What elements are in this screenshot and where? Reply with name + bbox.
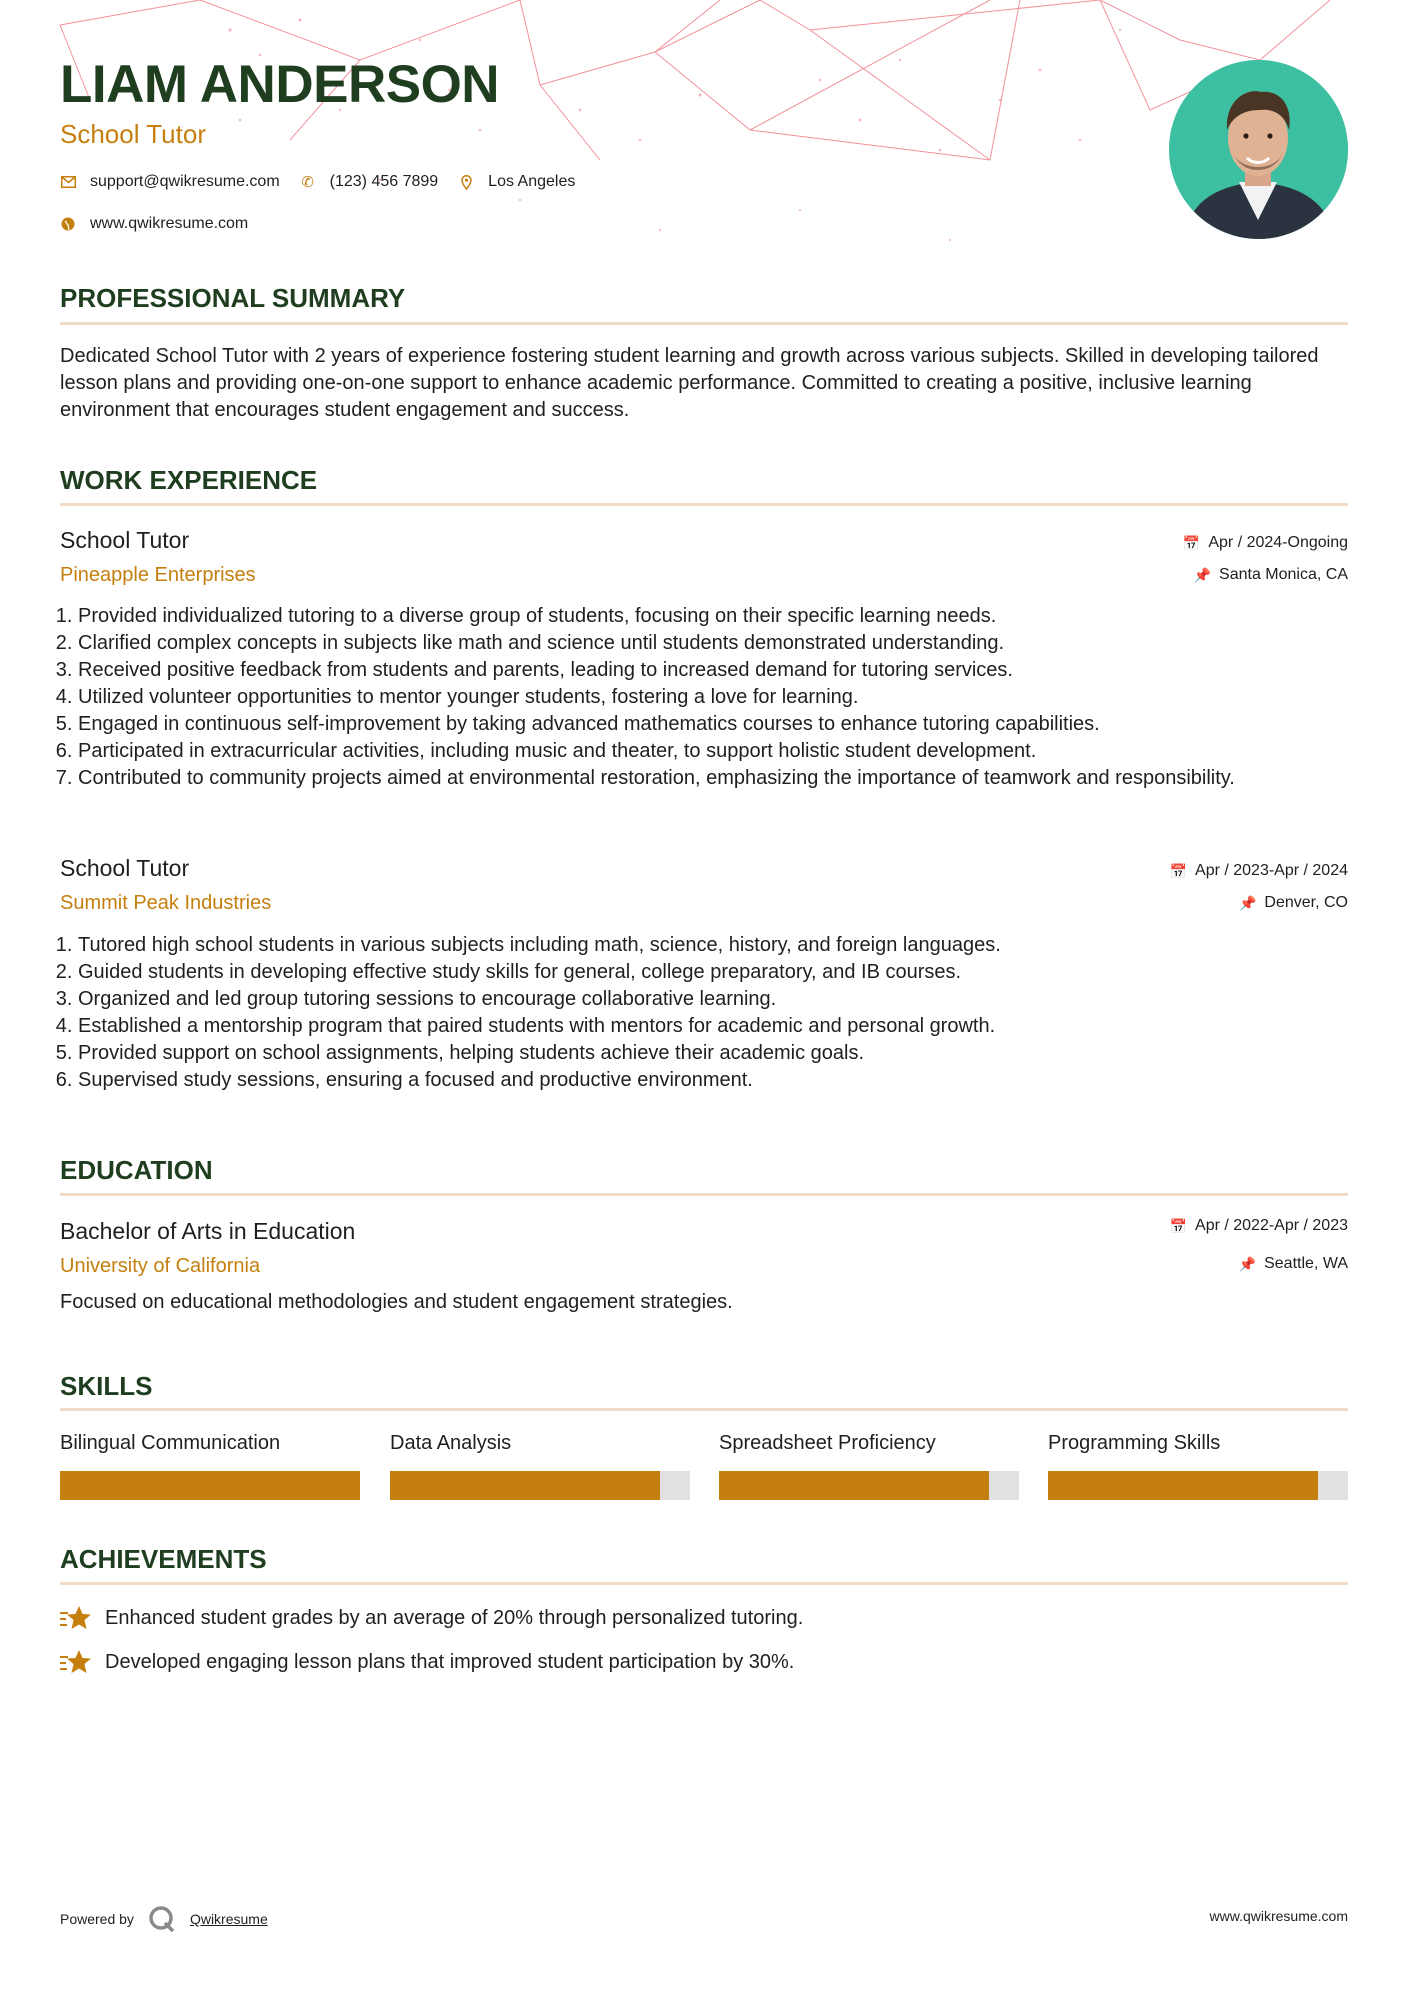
resume-page — [60, 0, 1348, 1990]
globe-icon — [60, 217, 76, 231]
skill-level-bar — [1048, 1471, 1348, 1500]
skill-label: Spreadsheet Proficiency — [719, 1432, 936, 1454]
envelope-icon — [60, 176, 76, 188]
experience-heading: WORK EXPERIENCE — [60, 465, 318, 495]
map-pin-icon — [458, 175, 474, 190]
achievement-text: Enhanced student grades by an average of 20% through personalized tutoring. — [105, 1606, 804, 1629]
summary-text: Dedicated School Tutor with 2 years of experience fostering student learning and growth across various subjects. Skilled in developing tailored lesson plans and providing one-on-one support to enhance academic performance. Committed to creating a positive, inclusive learning environment that encourages student engagement and success. — [60, 345, 1319, 421]
job-bullets — [60, 603, 1366, 792]
job-company: Pineapple Enterprises — [60, 564, 256, 586]
achievement-text: Developed engaging lesson plans that improved student participation by 30%. — [105, 1650, 795, 1673]
powered-by-label: Powered by — [60, 1911, 134, 1927]
email-text: support@qwikresume.com — [90, 173, 280, 190]
list-item: 1. Tutored high school students in various subjects including math, science, history, and foreign languages. — [78, 932, 1366, 959]
footer-powered-by — [60, 1905, 268, 1933]
job-dates — [1183, 535, 1348, 551]
location-text: Los Angeles — [488, 173, 576, 190]
list-item: 4. Established a mentorship program that paired students with mentors for academic and personal growth. — [78, 1013, 1366, 1040]
degree-title: Bachelor of Arts in Education — [60, 1218, 356, 1244]
job-location — [1239, 895, 1348, 911]
skill-level-bar — [60, 1471, 360, 1500]
candidate-title: School Tutor — [60, 119, 206, 149]
experience-divider — [60, 503, 1348, 506]
list-item: 7. Contributed to community projects aimed at environmental restoration, emphasizing the importance of teamwork and responsibility. — [78, 765, 1366, 792]
skill-level-fill — [390, 1471, 660, 1500]
job-dates — [1170, 863, 1348, 879]
list-item: 1. Provided individualized tutoring to a diverse group of students, focusing on their specific learning needs. — [78, 603, 1366, 630]
profile-photo — [1169, 60, 1348, 239]
phone-text: (123) 456 7899 — [329, 173, 439, 190]
list-item: 4. Utilized volunteer opportunities to mentor younger students, fostering a love for learning. — [78, 684, 1366, 711]
star-icon — [60, 1648, 92, 1676]
qwikresume-logo-icon — [148, 1905, 176, 1933]
contact-row-primary — [60, 173, 595, 191]
skill-level-fill — [719, 1471, 989, 1500]
achievement-item — [60, 1648, 794, 1676]
list-item: 5. Provided support on school assignments, helping students achieve their academic goals. — [78, 1040, 1366, 1067]
skill-level-bar — [390, 1471, 690, 1500]
contact-email[interactable] — [60, 173, 280, 191]
skill-label: Programming Skills — [1048, 1432, 1221, 1454]
candidate-name: LIAM ANDERSON — [60, 55, 500, 114]
skill-level-bar — [719, 1471, 1019, 1500]
education-dates — [1170, 1218, 1348, 1234]
skill-level-fill — [60, 1471, 360, 1500]
contact-phone[interactable] — [300, 173, 439, 191]
list-item: 6. Supervised study sessions, ensuring a focused and productive environment. — [78, 1067, 1366, 1094]
skill-item — [390, 1433, 690, 1453]
pushpin-icon: 📌 — [1238, 1256, 1257, 1272]
skill-label: Bilingual Communication — [60, 1432, 281, 1454]
school-name: University of California — [60, 1255, 261, 1277]
education-location-text: Seattle, WA — [1264, 1255, 1348, 1272]
contact-location — [458, 173, 575, 191]
summary-heading: PROFESSIONAL SUMMARY — [60, 283, 406, 313]
list-item: 5. Engaged in continuous self-improvement by taking advanced mathematics courses to enhance tutoring capabilities. — [78, 711, 1366, 738]
contact-row-secondary — [60, 215, 268, 233]
job-dates-text: Apr / 2023-Apr / 2024 — [1195, 862, 1348, 879]
achievements-divider — [60, 1582, 1348, 1585]
qwikresume-link[interactable]: Qwikresume — [189, 1911, 268, 1927]
job-location-text: Denver, CO — [1264, 894, 1348, 911]
list-item: 6. Participated in extracurricular activities, including music and theater, to support holistic student development. — [78, 738, 1366, 765]
calendar-icon: 📅 — [1182, 535, 1201, 551]
list-item: 3. Received positive feedback from students and parents, leading to increased demand for tutoring services. — [78, 657, 1366, 684]
list-item: 2. Clarified complex concepts in subjects like math and science until students demonstrated understanding. — [78, 630, 1366, 657]
skills-divider — [60, 1408, 1348, 1411]
achievement-item — [60, 1604, 803, 1632]
job-dates-text: Apr / 2024-Ongoing — [1208, 534, 1348, 551]
calendar-icon: 📅 — [1169, 863, 1188, 879]
summary-divider — [60, 322, 1348, 325]
calendar-icon: 📅 — [1169, 1218, 1188, 1234]
skill-item — [60, 1433, 360, 1453]
job-location — [1194, 567, 1348, 583]
education-divider — [60, 1193, 1348, 1196]
list-item: 3. Organized and led group tutoring sessions to encourage collaborative learning. — [78, 986, 1366, 1013]
footer-website[interactable]: www.qwikresume.com — [1209, 1908, 1348, 1924]
website-text: www.qwikresume.com — [90, 215, 249, 232]
achievements-heading: ACHIEVEMENTS — [60, 1544, 267, 1574]
skill-level-fill — [1048, 1471, 1318, 1500]
pushpin-icon: 📌 — [1238, 895, 1257, 911]
job-title: School Tutor — [60, 527, 190, 553]
skill-label: Data Analysis — [390, 1432, 512, 1454]
education-location — [1239, 1256, 1348, 1272]
education-description: Focused on educational methodologies and student engagement strategies. — [60, 1291, 733, 1313]
star-icon — [60, 1604, 92, 1632]
list-item: 2. Guided students in developing effective study skills for general, college preparatory, and IB courses. — [78, 959, 1366, 986]
education-heading: EDUCATION — [60, 1155, 213, 1185]
job-location-text: Santa Monica, CA — [1219, 566, 1348, 583]
skill-item — [719, 1433, 1019, 1453]
pushpin-icon: 📌 — [1193, 567, 1212, 583]
job-company: Summit Peak Industries — [60, 892, 272, 914]
contact-website[interactable] — [60, 215, 248, 233]
phone-icon: ✆ — [301, 174, 314, 191]
job-bullets — [60, 932, 1366, 1094]
skills-heading: SKILLS — [60, 1371, 153, 1401]
job-title: School Tutor — [60, 855, 190, 881]
skill-item — [1048, 1433, 1348, 1453]
education-dates-text: Apr / 2022-Apr / 2023 — [1195, 1217, 1348, 1234]
